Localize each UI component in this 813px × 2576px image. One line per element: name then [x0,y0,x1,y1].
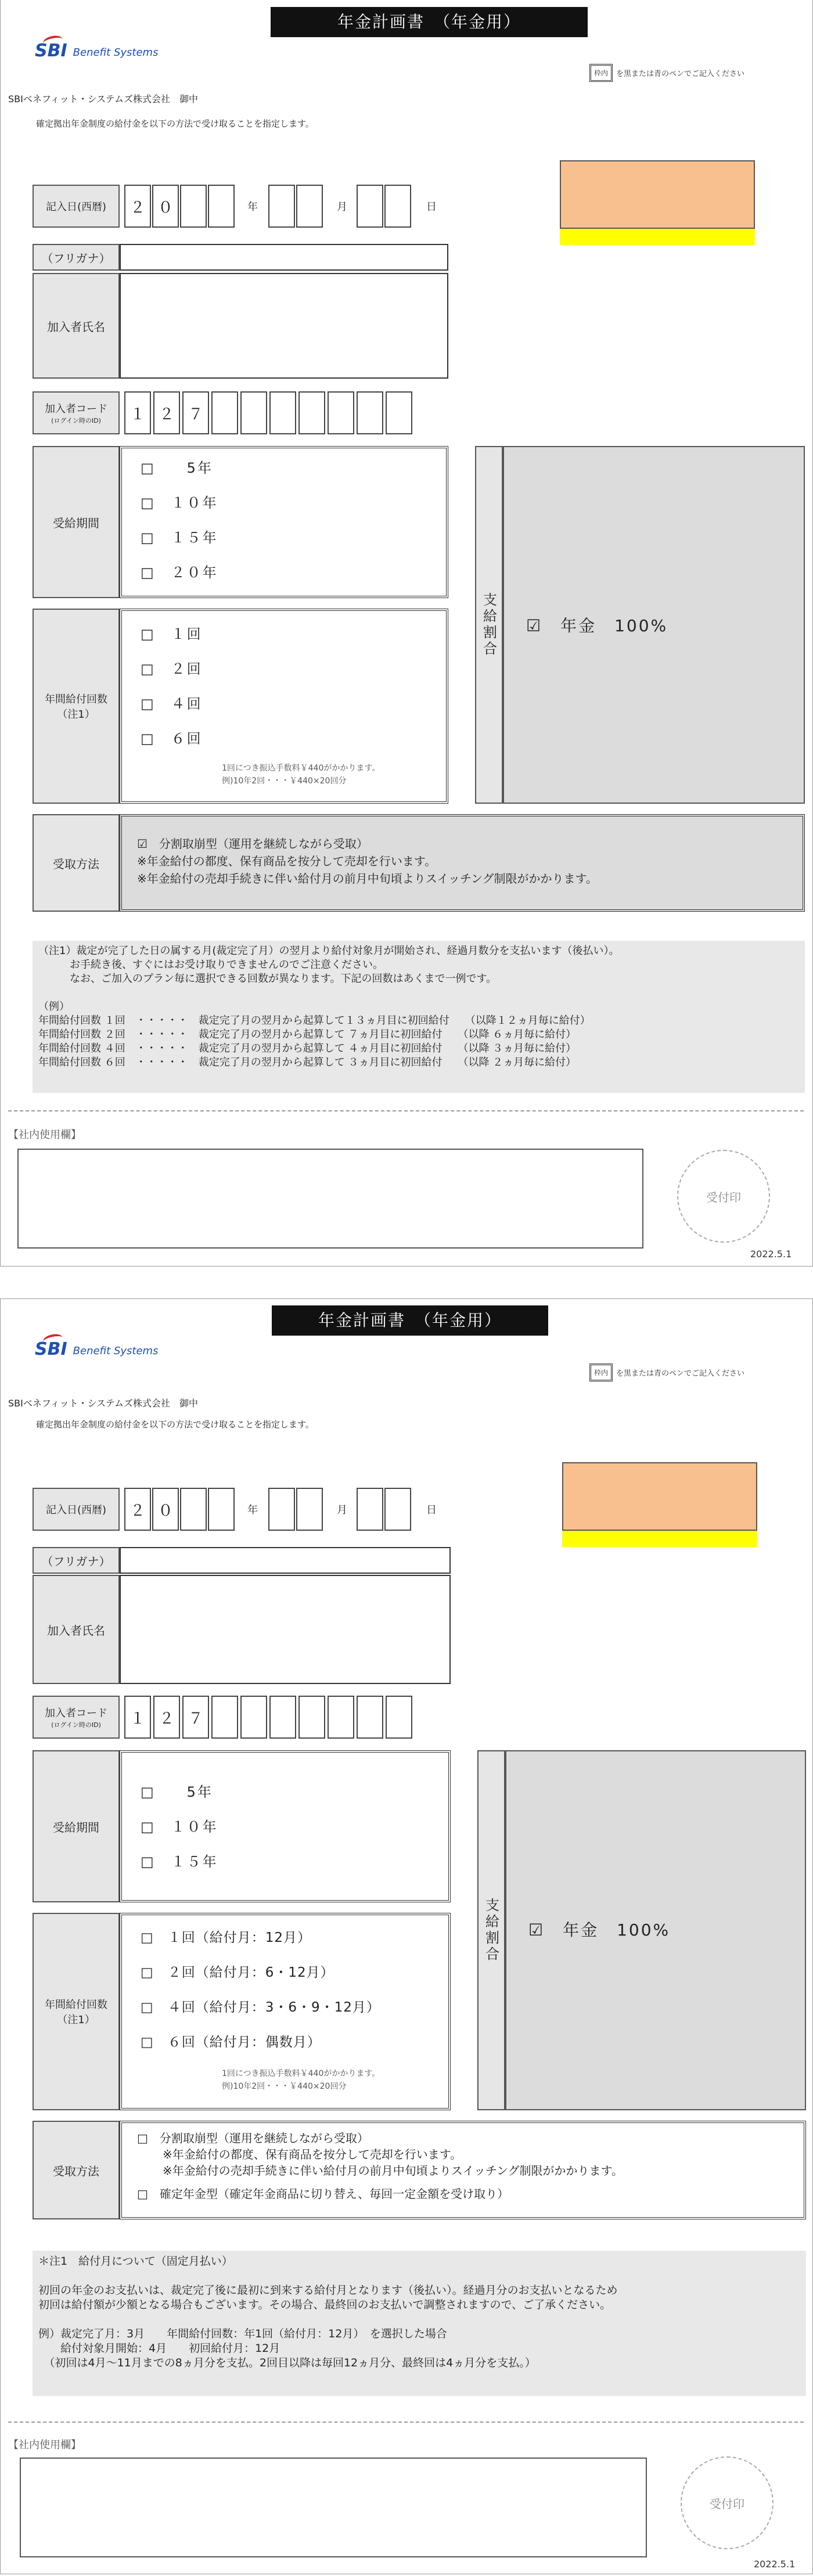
month-digit[interactable] [268,1488,295,1531]
name-input[interactable] [120,1575,451,1684]
notes-section: （注1）裁定が完了した日の属する月(裁定完了月）の翌月より給付対象月が開始され、経過月数分を支払います（後払い）。 お手続き後、すぐにはお受け取りできませんのでご注意ください。 なお、ご加入のプラン毎に選択できる回数が異なります。下記の回数はあくまで一例です。 （例） 年間給付回数 １回 ・・・・・ 裁定完了月の翌月から起算して１３ヵ月目に初回給付 （以降１２ヵ月毎に給付） 年間給付回数 ２回 ・・・・・ 裁定完了月の翌月から起算して ７ヵ月目に初回給付 （以降 ６ヵ月毎に給付） 年間給付回数 ４回 ・・・・・ 裁定完了月の翌月から起算して ４ヵ月目に初回給付 （以降 ３ヵ月毎に給付） 年間給付回数 ６回 ・・・・・ 裁定完了月の翌月から起算して ３ヵ月目に初回給付 （以降 ２ヵ月毎に給付） [33,941,805,1093]
cut-line [8,2422,804,2423]
day-digit[interactable] [357,1488,383,1531]
sbi-logo: SBI Benefit Systems [35,41,158,61]
internal-use-box [17,1149,643,1249]
date-digit[interactable] [180,1488,207,1531]
date-digit[interactable] [180,185,207,228]
method-options: □ 分割取崩型（運用を継続しながら受取） ※年金給付の都度、保有商品を按分して売却を行います。 ※年金給付の売却手続きに伴い給付月の前月中旬頃よりスイッチング制限がかかります。 □ 確定年金型（確定年金商品に切り替え、毎回一定金額を受け取り） [137,2131,623,2201]
member-code-digit[interactable]: ２ [153,1696,180,1739]
member-code-digit[interactable] [357,391,383,434]
member-code-digit[interactable] [240,1696,267,1739]
frequency-option[interactable]: □ ６回 [141,731,203,747]
period-option[interactable]: □ １０年 [141,1819,218,1835]
method-label: 受取方法 [33,2121,120,2219]
member-code-label: 加入者コード (ログイン時のID) [33,391,120,434]
frequency-option[interactable]: □ ４回（給付月：3・6・9・12月） [141,2000,380,2015]
member-code-digit[interactable] [386,1696,412,1739]
frequency-option[interactable]: □ １回 [141,626,203,642]
frequency-label: 年間給付回数 （注1） [33,609,120,804]
member-code-digit[interactable]: ７ [182,391,209,434]
frame-mark-icon: 枠内 [589,1363,613,1381]
month-digit[interactable] [296,185,323,228]
fee-note: 1回につき振込手数料￥440がかかります。 例)10年2回・・・￥440×20回分 [222,2069,380,2091]
frame-mark-icon: 枠内 [589,64,613,82]
furigana-input[interactable] [120,244,448,271]
addressee: SBIベネフィット・システムズ株式会社 御中 [8,93,198,105]
member-code-digit[interactable] [211,391,238,434]
day-unit: 日 [426,201,437,213]
receipt-stamp: 受付印 [681,2456,774,2549]
ratio-label: 支給割合 [477,1750,505,2110]
member-code-digit[interactable] [357,1696,383,1739]
frequency-label: 年間給付回数 （注1） [33,1913,120,2110]
internal-use-box [20,2458,647,2557]
period-option[interactable]: □ １０年 [141,495,218,511]
notes-section: ＊注1 給付月について（固定月払い） 初回の年金のお支払いは、裁定完了後に最初に到来する給付月となります（後払い）。経過月分のお支払いとなるため 初回は給付額が少額となる場合もございます。その場合、最終回のお支払いで調整されますので、ご了承ください。 例）裁定完了月：3月 年間給付回数：年1回（給付月：12月） を選択した場合 給付対象月開始：4月 初回給付月：12月 （初回は4月～11月までの8ヵ月分を支払。2回目以降は毎回12ヵ月分、最終回は4ヵ月分を支払。） [33,2251,806,2396]
date-digit[interactable]: ０ [152,185,179,228]
ink-instruction: 枠内 を黒または青のペンでご記入ください [589,1363,744,1381]
period-option[interactable]: □ 5年 [141,460,213,476]
sbi-logo: SBI Benefit Systems [35,1339,158,1359]
period-option[interactable]: □ ２０年 [141,564,218,581]
period-option[interactable]: □ １５年 [141,1854,218,1870]
fee-note: 1回につき振込手数料￥440がかかります。 例)10年2回・・・￥440×20回分 [222,764,380,786]
date-digit[interactable]: ０ [152,1488,179,1531]
highlight-strip [562,1531,757,1547]
day-unit: 日 [426,1504,437,1516]
period-option[interactable]: □ 5年 [141,1784,213,1800]
day-digit[interactable] [384,1488,411,1531]
member-code-digit[interactable]: ７ [182,1696,209,1739]
frequency-option[interactable]: □ ２回 [141,661,203,677]
internal-use-label: 【社内使用欄】 [8,2439,81,2451]
year-unit: 年 [247,201,258,213]
method-option[interactable]: □ 確定年金型（確定年金商品に切り替え、毎回一定金額を受け取り） [137,2187,509,2201]
period-label: 受給期間 [33,446,120,598]
intro-text: 確定拠出年金制度の給付金を以下の方法で受け取ることを指定します。 [36,1419,314,1430]
office-stamp-area [560,160,755,229]
ink-instruction: 枠内 を黒または青のペンでご記入ください [589,64,744,82]
member-code-digit[interactable] [298,1696,325,1739]
member-code-digit[interactable] [328,391,354,434]
date-digit[interactable] [208,185,235,228]
cut-line [8,1110,804,1111]
member-code-digit[interactable] [240,391,267,434]
month-unit: 月 [337,1504,347,1516]
date-digit[interactable]: ２ [124,185,151,228]
name-input[interactable] [120,273,448,379]
member-code-digit[interactable] [269,391,296,434]
member-code-digit[interactable] [211,1696,238,1739]
frequency-option[interactable]: □ １回（給付月：12月） [141,1930,311,1945]
highlight-strip [560,229,755,245]
form-title: 年金計画書 （年金用） [272,1305,548,1336]
date-digit[interactable] [208,1488,235,1531]
office-stamp-area [562,1462,757,1531]
method-options: ☑ 分割取崩型（運用を継続しながら受取） ※年金給付の都度、保有商品を按分して売却を行います。 ※年金給付の売却手続きに伴い給付月の前月中旬頃よりスイッチング制限がかかります。 [137,835,598,887]
frequency-option[interactable]: □ ４回 [141,696,203,712]
method-option[interactable]: □ 分割取崩型（運用を継続しながら受取） [137,2131,369,2145]
member-code-digit[interactable] [269,1696,296,1739]
form-page-2 [0,1298,813,2576]
member-code-digit[interactable]: １ [124,1696,151,1739]
frequency-option[interactable]: □ ２回（給付月：6・12月） [141,1965,334,1980]
date-label: 記入日(西暦) [33,185,120,228]
year-unit: 年 [247,1504,258,1516]
intro-text: 確定拠出年金制度の給付金を以下の方法で受け取ることを指定します。 [36,118,314,129]
form-page-1 [0,0,813,1278]
ratio-value[interactable]: ☑ 年金 100% [526,616,668,635]
member-code-digit[interactable] [386,391,412,434]
month-digit[interactable] [268,185,295,228]
period-label: 受給期間 [33,1750,120,1902]
addressee: SBIベネフィット・システムズ株式会社 御中 [8,1398,198,1409]
date-label: 記入日(西暦) [33,1488,120,1531]
day-digit[interactable] [384,185,411,228]
month-unit: 月 [337,201,347,213]
period-option[interactable]: □ １５年 [141,530,218,546]
version-date: 2022.5.1 [754,2559,796,2570]
furigana-input[interactable] [120,1547,451,1574]
internal-use-label: 【社内使用欄】 [8,1129,81,1141]
month-digit[interactable] [296,1488,323,1531]
ratio-value[interactable]: ☑ 年金 100% [528,1920,671,1940]
form-title: 年金計画書 （年金用） [271,7,588,37]
member-code-digit[interactable] [298,391,325,434]
furigana-label: （フリガナ） [33,244,120,271]
ratio-label: 支給割合 [475,446,503,804]
member-code-digit[interactable]: １ [124,391,151,434]
receipt-stamp: 受付印 [677,1150,770,1243]
method-option[interactable]: ☑ 分割取崩型（運用を継続しながら受取） [137,837,368,851]
name-label: 加入者氏名 [33,273,120,379]
frequency-option[interactable]: □ ６回（給付月：偶数月） [141,2035,321,2050]
version-date: 2022.5.1 [750,1249,792,1260]
member-code-digit[interactable] [328,1696,354,1739]
method-label: 受取方法 [33,814,120,912]
furigana-label: （フリガナ） [33,1547,120,1574]
name-label: 加入者氏名 [33,1575,120,1684]
date-digit[interactable]: ２ [124,1488,151,1531]
member-code-label: 加入者コード (ログイン時のID) [33,1696,120,1739]
member-code-digit[interactable]: ２ [153,391,180,434]
day-digit[interactable] [357,185,383,228]
